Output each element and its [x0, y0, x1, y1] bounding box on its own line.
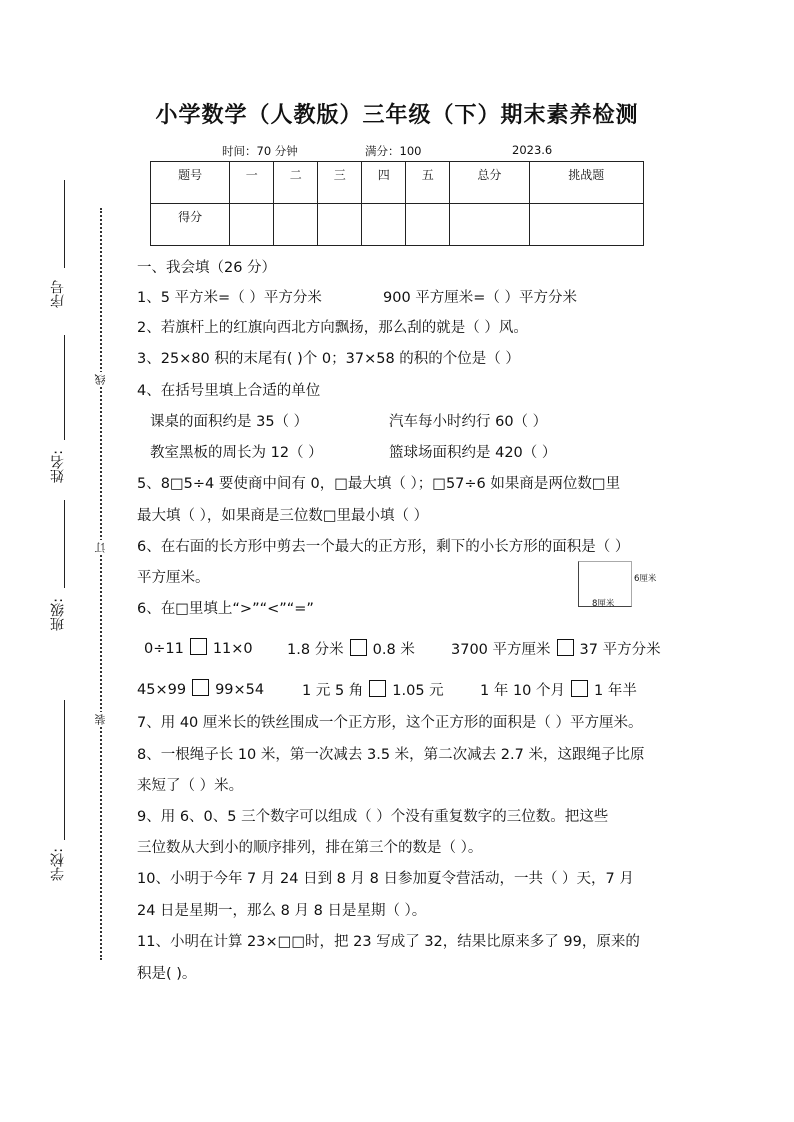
table-cell: 二 [274, 162, 318, 204]
score-entry-cell[interactable] [318, 204, 362, 246]
rectangle-length-label: 8厘米 [592, 599, 615, 609]
score-entry-cell[interactable] [362, 204, 406, 246]
question-10-line1: 10、小明于今年 7 月 24 日到 8 月 8 日参加夏令营活动，一共（ ）天，7 月 [137, 871, 634, 887]
compare-right: 0.8 米 [372, 642, 415, 658]
question-4b: 汽车每小时约行 60（ ） [389, 414, 548, 430]
binding-mark-ding: 订 [94, 542, 107, 553]
exam-date: 2023.6 [512, 143, 553, 157]
table-cell: 总分 [450, 162, 529, 204]
question-6-line1: 6、在右面的长方形中剪去一个最大的正方形，剩下的小长方形的面积是（ ） [137, 539, 630, 555]
compare-box[interactable] [571, 680, 588, 697]
exam-time: 时间：70 分钟 [222, 144, 298, 158]
question-2: 2、若旗杆上的红旗向西北方向飘扬，那么刮的就是（ ）风。 [137, 320, 528, 336]
binding-mark-xian: 线 [94, 374, 107, 385]
question-8-line1: 8、一根绳子长 10 米，第一次减去 3.5 米，第二次减去 2.7 米，这跟绳子比原 [137, 747, 645, 763]
school-blank-line [64, 700, 65, 840]
question-9-line2: 三位数从大到小的顺序排列，排在第三个的数是（ ）。 [137, 840, 483, 856]
compare-left: 45×99 [137, 682, 187, 698]
question-4: 4、在括号里填上合适的单位 [137, 383, 321, 399]
compare-right: 1.05 元 [392, 683, 444, 699]
table-cell: 一 [230, 162, 274, 204]
question-5-line1: 5、8□5÷4 要使商中间有 0，□最大填（ ）；□57÷6 如果商是两位数□里 [137, 476, 621, 492]
rectangle-diagram [578, 561, 657, 609]
score-entry-cell[interactable] [230, 204, 274, 246]
question-7: 7、用 40 厘米长的铁丝围成一个正方形，这个正方形的面积是（ ）平方厘米。 [137, 715, 643, 731]
table-cell: 题号 [151, 162, 230, 204]
question-11-line2: 积是( )。 [137, 966, 197, 982]
question-8-line2: 来短了（ ）米。 [137, 778, 244, 794]
question-4a: 课桌的面积约是 35（ ） [150, 414, 309, 430]
table-cell: 三 [318, 162, 362, 204]
compare-row-2b [302, 679, 444, 700]
rectangle-width-label: 6厘米 [634, 574, 657, 584]
score-table [150, 161, 644, 246]
compare-left: 3700 平方厘米 [451, 642, 551, 658]
compare-box[interactable] [190, 638, 207, 655]
name-blank-line [64, 335, 65, 440]
compare-row-1c [451, 638, 661, 659]
score-table-header-row [151, 162, 644, 204]
compare-row-2c [480, 679, 637, 700]
compare-row-1 [144, 638, 253, 657]
question-4d: 篮球场面积约是 420（ ） [389, 445, 557, 461]
compare-box[interactable] [192, 679, 209, 696]
question-5-line2: 最大填（ ），如果商是三位数□里最小填（ ） [137, 508, 429, 524]
section-heading: 一、我会填（26 分） [137, 260, 277, 276]
compare-box[interactable] [557, 639, 574, 656]
serial-label: 序号 [50, 280, 66, 308]
question-4c: 教室黑板的周长为 12（ ） [150, 445, 323, 461]
score-entry-cell[interactable] [529, 204, 643, 246]
compare-right: 99×54 [215, 682, 265, 698]
question-6b: 6、在□里填上“>”“<”“=” [137, 601, 314, 617]
compare-left: 1.8 分米 [287, 642, 344, 658]
compare-right: 1 年半 [594, 683, 637, 699]
compare-right: 11×0 [212, 641, 253, 657]
table-cell: 挑战题 [529, 162, 643, 204]
question-6-line2: 平方厘米。 [137, 570, 210, 586]
score-table-score-row [151, 204, 644, 246]
question-11-line1: 11、小明在计算 23×□□时，把 23 写成了 32，结果比原来多了 99，原来的 [137, 934, 640, 950]
binding-mark-zhuang: 装 [94, 714, 107, 725]
serial-blank-line [64, 180, 65, 268]
question-10-line2: 24 日是星期一，那么 8 月 8 日是星期（ ）。 [137, 903, 427, 919]
compare-box[interactable] [350, 639, 367, 656]
compare-left: 0÷11 [144, 641, 184, 657]
question-1a: 1、5 平方米=（ ）平方分米 [137, 290, 322, 306]
class-label: 班级: [50, 598, 66, 631]
compare-row-1b [287, 638, 415, 659]
table-cell: 得分 [151, 204, 230, 246]
question-1b: 900 平方厘米=（ ）平方分米 [383, 290, 578, 306]
binding-dotted-line [100, 208, 102, 960]
page-title: 小学数学（人教版）三年级（下）期末素养检测 [155, 103, 639, 128]
name-label: 姓名: [50, 450, 66, 483]
question-3: 3、25×80 积的末尾有( )个 0；37×58 的积的个位是（ ） [137, 351, 520, 367]
class-blank-line [64, 500, 65, 588]
score-entry-cell[interactable] [406, 204, 450, 246]
table-cell: 五 [406, 162, 450, 204]
question-9-line1: 9、用 6、0、5 三个数字可以组成（ ）个没有重复数字的三位数。把这些 [137, 809, 609, 825]
table-cell: 四 [362, 162, 406, 204]
full-score: 满分：100 [365, 144, 422, 158]
score-entry-cell[interactable] [274, 204, 318, 246]
school-label: 学校: [50, 848, 66, 881]
compare-box[interactable] [369, 680, 386, 697]
compare-left: 1 元 5 角 [302, 683, 364, 699]
compare-row-2 [137, 679, 264, 698]
score-entry-cell[interactable] [450, 204, 529, 246]
compare-left: 1 年 10 个月 [480, 683, 566, 699]
compare-right: 37 平方分米 [579, 642, 661, 658]
